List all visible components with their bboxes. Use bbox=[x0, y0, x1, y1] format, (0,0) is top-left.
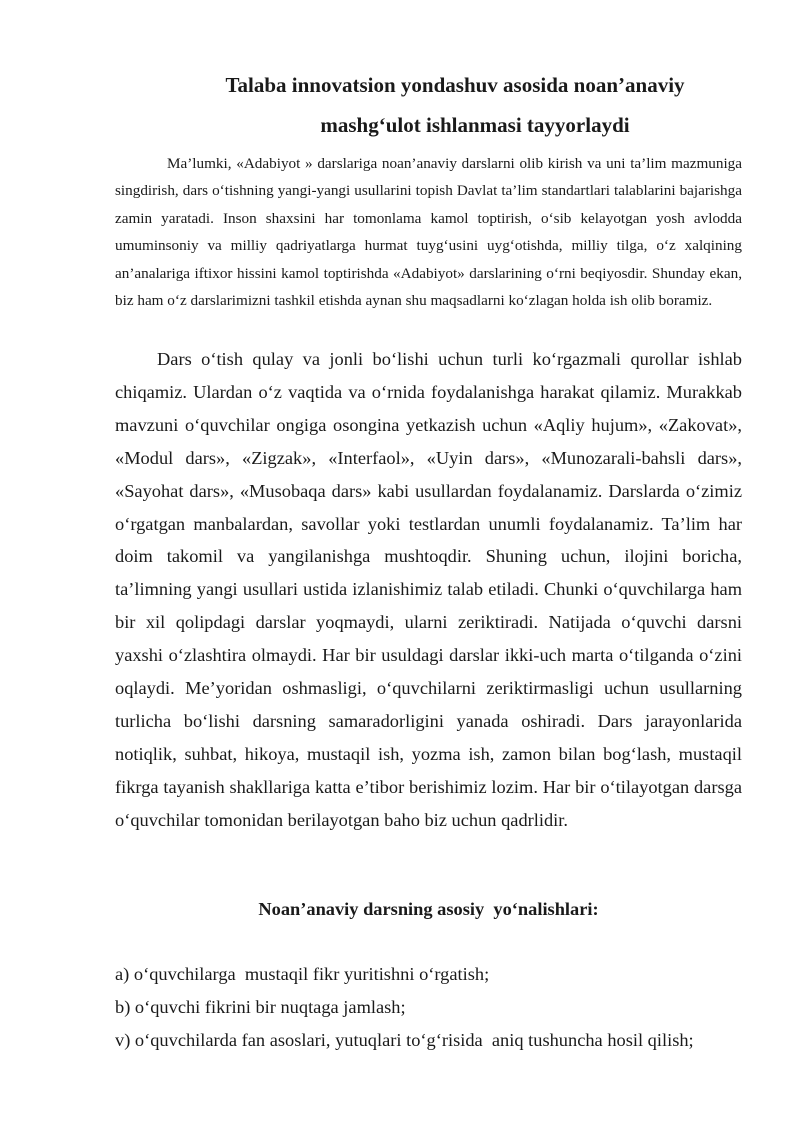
list-item: b) o‘quvchi fikrini bir nuqtaga jamlash; bbox=[115, 997, 406, 1017]
intro-paragraph: Ma’lumki, «Adabiyot » darslariga noan’anaviy darslarni olib kirish va uni ta’lim mazmuniga singdirish, dars o‘tishning yangi-yangi usullarini topish Davlat ta’lim standartlari talablarini bajarishga zamin yaratadi. Inson shaxsini har tomonlama kamol toptirish, o‘sib kelayotgan yosh avlodda umuminsoniy va milliy qadriyatlarga hurmat tuyg‘usini uyg‘otishda, milliy tilga, o‘z xalqining an’analariga iftixor hissini kamol toptirishda «Adabiyot» darslarining o‘rni beqiyosdir. Shunday ekan, biz ham o‘z darslarimizni tashkil etishda aynan shu maqsadlarni ko‘zlagan holda ish olib boramiz. bbox=[115, 155, 742, 310]
list-item: a) o‘quvchilarga mustaqil fikr yuritishni o‘rgatish; bbox=[115, 964, 490, 984]
directions-list bbox=[115, 958, 755, 1057]
list-item: v) o‘quvchilarda fan asoslari, yutuqlari to‘g‘risida aniq tushuncha hosil qilish; bbox=[115, 1030, 694, 1050]
document-title-line-1: Talaba innovatsion yondashuv asosida noan’anaviy bbox=[225, 73, 685, 97]
section-subheading: Noan’anaviy darsning asosiy yo‘nalishlari: bbox=[258, 899, 599, 919]
main-paragraph: Dars o‘tish qulay va jonli bo‘lishi uchun turli ko‘rgazmali qurollar ishlab chiqamiz. Ulardan o‘z vaqtida va o‘rnida foydalanishga harakat qilamiz. Murakkab mavzuni o‘quvchilar ongiga osongina yetkazish uchun «Aqliy hujum», «Zakovat», «Modul dars», «Zigzak», «Interfaol», «Uyin dars», «Munozarali-bahsli dars», «Sayohat dars», «Musobaqa dars» kabi usullardan foydalanamiz. Darslarda o‘zimiz o‘rgatgan manbalardan, savollar yoki testlardan unumli foydalanamiz. Ta’lim har doim takomil va yangilanishga mushtoqdir. Shuning uchun, ilojini boricha, ta’limning yangi usullari ustida izlanishimiz talab etiladi. Chunki o‘quvchilarga ham bir xil qolipdagi darslar yoqmaydi, ularni zeriktiradi. Natijada o‘quvchi darsni yaxshi o‘zlashtira olmaydi. Har bir usuldagi darslar ikki-uch marta o‘tilganda o‘zini oqlaydi. Me’yoridan oshmasligi, o‘quvchilarni zeriktirmasligi uchun usullarning turlicha bo‘lishi darsning samaradorligini yanada oshiradi. Dars jarayonlarida notiqlik, suhbat, hikoya, mustaqil ish, yozma ish, zamon bilan bog‘lash, mustaqil fikrga tayanish shakllariga katta e’tibor berishimiz lozim. Har bir o‘tilayotgan darsga o‘quvchilar tomonidan berilayotgan baho biz uchun qadrlidir. bbox=[115, 349, 742, 830]
document-title-line-2: mashg‘ulot ishlanmasi tayyorlaydi bbox=[320, 113, 630, 137]
